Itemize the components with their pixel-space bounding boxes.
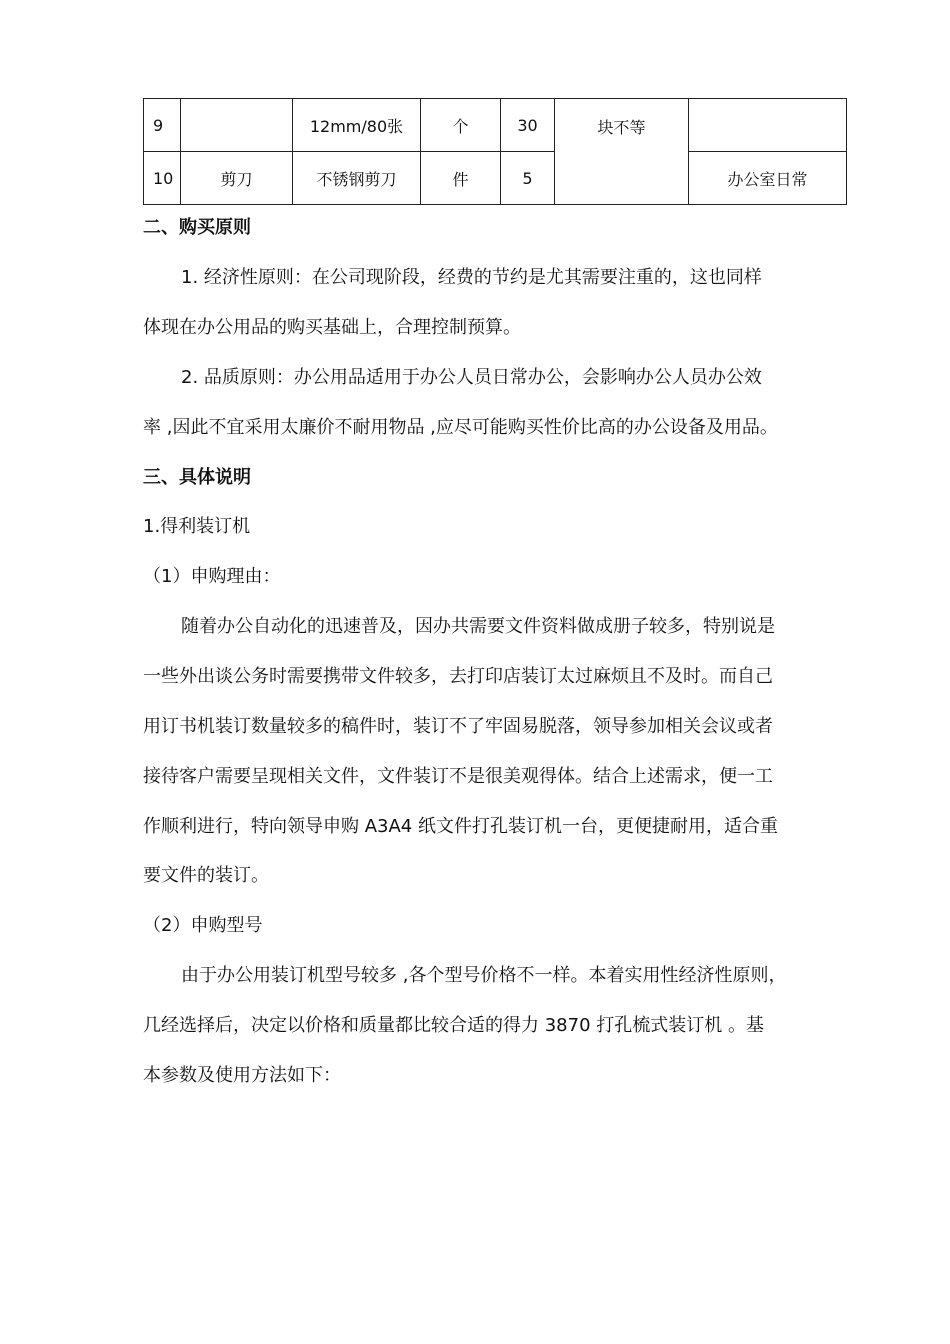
cell-no: 10 bbox=[144, 152, 181, 205]
table-row bbox=[144, 99, 847, 152]
section-heading-details: 三、具体说明 bbox=[143, 467, 251, 488]
table-row bbox=[144, 152, 847, 205]
cell-qty: 5 bbox=[501, 152, 555, 205]
cell-name: 剪刀 bbox=[181, 152, 293, 205]
cell-note bbox=[689, 99, 847, 152]
cell-spec: 12mm/80张 bbox=[293, 99, 421, 152]
cell-name bbox=[181, 99, 293, 152]
cell-unit: 件 bbox=[421, 152, 501, 205]
paragraph-line: 要文件的装订。 bbox=[143, 865, 269, 886]
paragraph-line: 随着办公自动化的迅速普及，因办共需要文件资料做成册子较多，特别说是 bbox=[181, 616, 775, 637]
paragraph-line: 几经选择后，决定以价格和质量都比较合适的得力 3870 打孔梳式装订机 。基 bbox=[143, 1015, 764, 1036]
cell-unit: 个 bbox=[421, 99, 501, 152]
cell-spec: 不锈钢剪刀 bbox=[293, 152, 421, 205]
paragraph-line: 一些外出谈公务时需要携带文件较多，去打印店装订太过麻烦且不及时。而自己 bbox=[143, 666, 773, 687]
subheading-reason: （1）申购理由： bbox=[143, 566, 281, 587]
subheading-item1: 1.得利装订机 bbox=[143, 516, 251, 537]
paragraph-line: 接待客户需要呈现相关文件，文件装订不是很美观得体。结合上述需求，便一工 bbox=[143, 766, 773, 787]
paragraph-line: 2. 品质原则：办公用品适用于办公人员日常办公，会影响办公人员办公效 bbox=[181, 367, 762, 388]
paragraph-line: 率 ,因此不宜采用太廉价不耐用物品 ,应尽可能购买性价比高的办公设备及用品。 bbox=[143, 417, 778, 438]
paragraph-line: 本参数及使用方法如下： bbox=[143, 1065, 341, 1086]
paragraph-line: 体现在办公用品的购买基础上，合理控制预算。 bbox=[143, 317, 521, 338]
items-table bbox=[143, 98, 847, 205]
cell-no: 9 bbox=[144, 99, 181, 152]
paragraph-line: 由于办公用装订机型号较多 ,各个型号价格不一样。本着实用性经济性原则， bbox=[181, 965, 787, 986]
subheading-model: （2）申购型号 bbox=[143, 915, 263, 936]
cell-price: 块不等 bbox=[555, 99, 689, 205]
paragraph-line: 作顺利进行，特向领导申购 A3A4 纸文件打孔装订机一台，更便捷耐用，适合重 bbox=[143, 816, 778, 837]
cell-note: 办公室日常 bbox=[689, 152, 847, 205]
section-heading-purchase-principles: 二、购买原则 bbox=[143, 217, 251, 238]
cell-qty: 30 bbox=[501, 99, 555, 152]
paragraph-line: 1. 经济性原则：在公司现阶段，经费的节约是尤其需要注重的，这也同样 bbox=[181, 267, 762, 288]
paragraph-line: 用订书机装订数量较多的稿件时，装订不了牢固易脱落，领导参加相关会议或者 bbox=[143, 716, 773, 737]
